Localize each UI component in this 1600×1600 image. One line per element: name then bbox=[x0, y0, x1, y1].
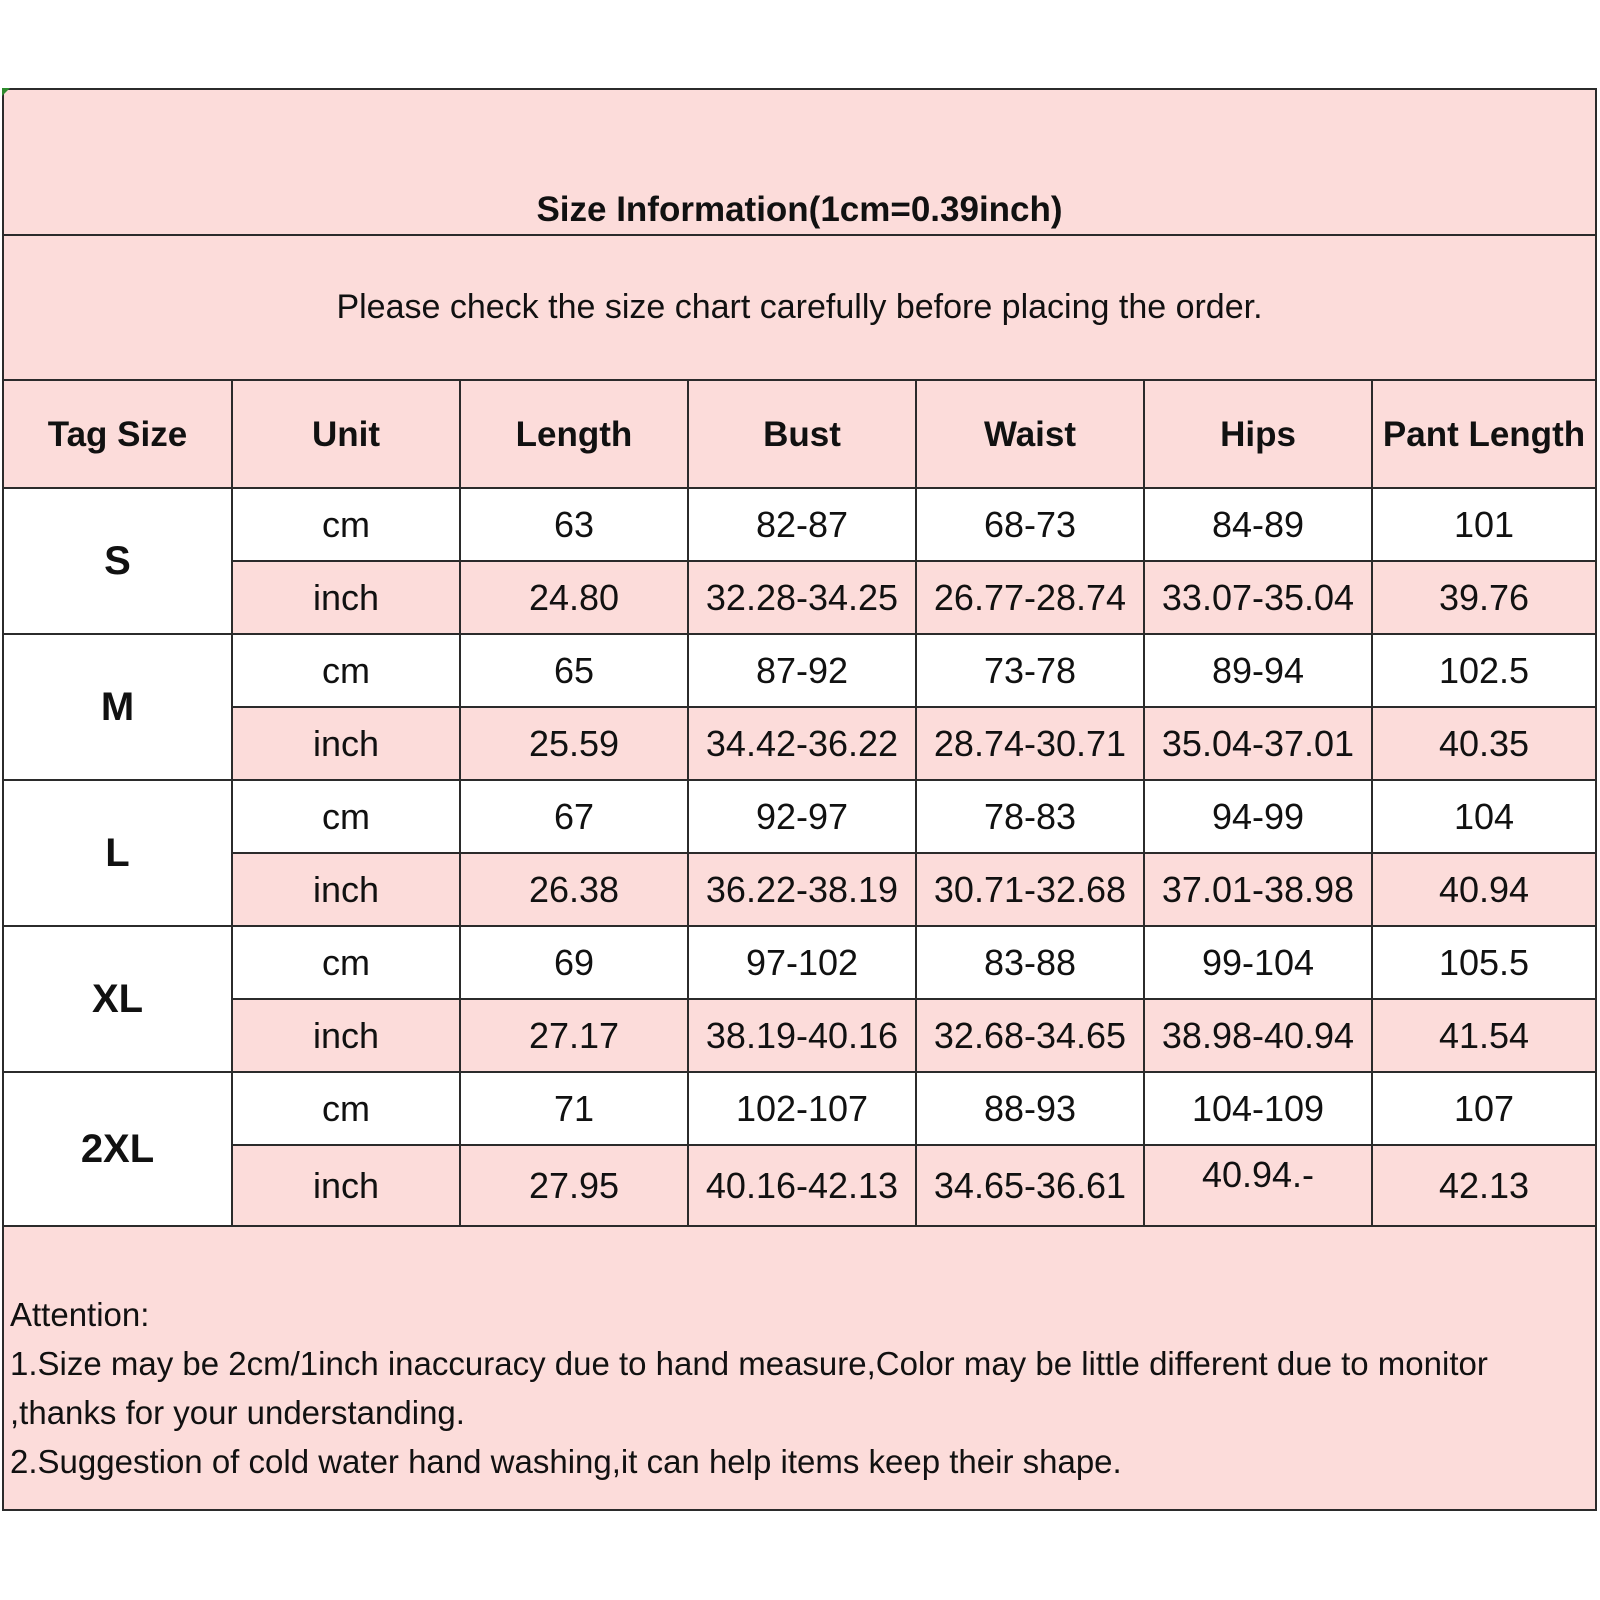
bust-cell: 40.16-42.13 bbox=[688, 1145, 916, 1226]
bust-cell: 34.42-36.22 bbox=[688, 707, 916, 780]
pant-length-cell: 104 bbox=[1372, 780, 1595, 853]
waist-cell: 30.71-32.68 bbox=[916, 853, 1144, 926]
tag-size-cell: L bbox=[4, 780, 232, 926]
unit-cell: cm bbox=[232, 1072, 460, 1145]
length-cell: 27.17 bbox=[460, 999, 688, 1072]
unit-cell: cm bbox=[232, 488, 460, 561]
table-row bbox=[4, 853, 1595, 926]
header-length: Length bbox=[460, 381, 688, 488]
waist-cell: 73-78 bbox=[916, 634, 1144, 707]
pant-length-cell: 107 bbox=[1372, 1072, 1595, 1145]
pant-length-cell: 39.76 bbox=[1372, 561, 1595, 634]
table-row bbox=[4, 634, 1595, 707]
hips-cell: 99-104 bbox=[1144, 926, 1372, 999]
pant-length-cell: 101 bbox=[1372, 488, 1595, 561]
bust-cell: 36.22-38.19 bbox=[688, 853, 916, 926]
length-cell: 69 bbox=[460, 926, 688, 999]
tag-size-cell: 2XL bbox=[4, 1072, 232, 1226]
waist-cell: 83-88 bbox=[916, 926, 1144, 999]
table-row bbox=[4, 1145, 1595, 1226]
attention-notes bbox=[10, 1290, 1590, 1486]
size-chart-frame bbox=[2, 88, 1597, 1511]
table-row bbox=[4, 999, 1595, 1072]
hips-cell: 104-109 bbox=[1144, 1072, 1372, 1145]
bust-cell: 32.28-34.25 bbox=[688, 561, 916, 634]
header-bust: Bust bbox=[688, 381, 916, 488]
header-pant-length: Pant Length bbox=[1372, 381, 1595, 488]
length-cell: 65 bbox=[460, 634, 688, 707]
hips-cell: 40.94.- bbox=[1144, 1145, 1372, 1226]
table-row bbox=[4, 1072, 1595, 1145]
pant-length-cell: 105.5 bbox=[1372, 926, 1595, 999]
cell-corner-marker bbox=[2, 88, 10, 96]
size-table bbox=[4, 381, 1595, 1227]
table-row bbox=[4, 561, 1595, 634]
unit-cell: cm bbox=[232, 926, 460, 999]
header-hips: Hips bbox=[1144, 381, 1372, 488]
length-cell: 25.59 bbox=[460, 707, 688, 780]
bust-cell: 82-87 bbox=[688, 488, 916, 561]
attention-line-1: 1.Size may be 2cm/1inch inaccuracy due to hand measure,Color may be little different due to monitor ,thanks for your understanding. bbox=[10, 1345, 1488, 1431]
length-cell: 24.80 bbox=[460, 561, 688, 634]
length-cell: 27.95 bbox=[460, 1145, 688, 1226]
table-row bbox=[4, 707, 1595, 780]
waist-cell: 78-83 bbox=[916, 780, 1144, 853]
tag-size-cell: S bbox=[4, 488, 232, 634]
table-row bbox=[4, 926, 1595, 999]
attention-heading: Attention: bbox=[10, 1296, 150, 1333]
pant-length-cell: 41.54 bbox=[1372, 999, 1595, 1072]
hips-cell: 84-89 bbox=[1144, 488, 1372, 561]
table-row bbox=[4, 488, 1595, 561]
bust-cell: 92-97 bbox=[688, 780, 916, 853]
length-cell: 63 bbox=[460, 488, 688, 561]
hips-cell: 37.01-38.98 bbox=[1144, 853, 1372, 926]
waist-cell: 28.74-30.71 bbox=[916, 707, 1144, 780]
hips-cell: 33.07-35.04 bbox=[1144, 561, 1372, 634]
bust-cell: 102-107 bbox=[688, 1072, 916, 1145]
table-row bbox=[4, 780, 1595, 853]
chart-note: Please check the size chart carefully before placing the order. bbox=[4, 236, 1595, 381]
hips-cell: 35.04-37.01 bbox=[1144, 707, 1372, 780]
bust-cell: 97-102 bbox=[688, 926, 916, 999]
length-cell: 71 bbox=[460, 1072, 688, 1145]
length-cell: 67 bbox=[460, 780, 688, 853]
length-cell: 26.38 bbox=[460, 853, 688, 926]
table-header-row bbox=[4, 381, 1595, 488]
waist-cell: 26.77-28.74 bbox=[916, 561, 1144, 634]
unit-cell: inch bbox=[232, 999, 460, 1072]
hips-cell: 94-99 bbox=[1144, 780, 1372, 853]
pant-length-cell: 102.5 bbox=[1372, 634, 1595, 707]
attention-line-2: 2.Suggestion of cold water hand washing,it can help items keep their shape. bbox=[10, 1443, 1122, 1480]
bust-cell: 38.19-40.16 bbox=[688, 999, 916, 1072]
bust-cell: 87-92 bbox=[688, 634, 916, 707]
chart-title: Size Information(1cm=0.39inch) bbox=[4, 90, 1595, 236]
header-waist: Waist bbox=[916, 381, 1144, 488]
hips-cell: 89-94 bbox=[1144, 634, 1372, 707]
tag-size-cell: M bbox=[4, 634, 232, 780]
unit-cell: inch bbox=[232, 561, 460, 634]
unit-cell: inch bbox=[232, 707, 460, 780]
tag-size-cell: XL bbox=[4, 926, 232, 1072]
header-unit: Unit bbox=[232, 381, 460, 488]
pant-length-cell: 40.35 bbox=[1372, 707, 1595, 780]
pant-length-cell: 42.13 bbox=[1372, 1145, 1595, 1226]
hips-cell: 38.98-40.94 bbox=[1144, 999, 1372, 1072]
unit-cell: inch bbox=[232, 853, 460, 926]
waist-cell: 34.65-36.61 bbox=[916, 1145, 1144, 1226]
header-tag-size: Tag Size bbox=[4, 381, 232, 488]
pant-length-cell: 40.94 bbox=[1372, 853, 1595, 926]
waist-cell: 68-73 bbox=[916, 488, 1144, 561]
waist-cell: 88-93 bbox=[916, 1072, 1144, 1145]
unit-cell: cm bbox=[232, 634, 460, 707]
waist-cell: 32.68-34.65 bbox=[916, 999, 1144, 1072]
unit-cell: inch bbox=[232, 1145, 460, 1226]
unit-cell: cm bbox=[232, 780, 460, 853]
